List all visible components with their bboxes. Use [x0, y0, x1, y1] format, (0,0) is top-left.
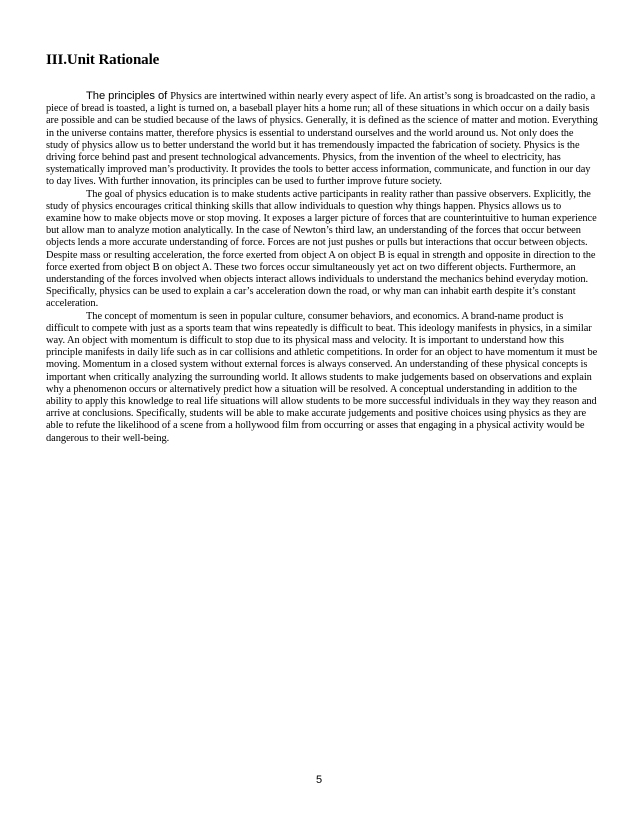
body-text: [46, 90, 598, 445]
paragraph-text: The goal of physics education is to make students active participants in reality rather than passive observers. Explicitly, the study of physics encourages critical thinking skills that allow individuals to question why things happen. Physics allows us to examine how to make objects move or stop moving. It exposes a larger picture of forces that are counterintuitive to human experience but allow man to analyze motion analytically. In the case of Newton’s third law, an understanding of the forces that occur between objects lends a more accurate understanding of force. Forces are not just pushes or pulls but interactions that occur between objects. Despite mass or resulting acceleration, the force exerted from object A on object B is equal in strength and opposite in direction to the force exerted from object B on object A. These two forces occur simultaneously yet act on two different objects. Furthermore, an understanding of the forces involved when objects interact allows individuals to understand the mechanics behind everyday motion. Specifically, physics can be used to explain a car’s acceleration down the road, or why man can inhabit earth despite it’s constant acceleration.: [46, 188, 597, 310]
paragraph-lead-in: The principles of: [86, 90, 171, 102]
paragraph-text: The concept of momentum is seen in popular culture, consumer behaviors, and economics. A brand-name product is difficult to compete with just as a sports team that wins repeatedly is difficult to beat. This ideology manifests in physics, in a similar way. An object with momentum is difficult to stop due to its physical mass and velocity. It is important to understand how this principle manifests in daily life such as in car collisions and athletic competitions. In order for an object to have momentum it must be moving. Momentum in a closed system without external forces is always conserved. An understanding of these physical concepts is important when critically analyzing the surrounding world. It allows students to make judgements based on observations and explain why a phenomenon occurs or alternatively predict how a situation will be resolved. A conceptual understanding in addition to the ability to apply this knowledge to real life situations will allow students to be more successful individuals in they way they reason and arrive at conclusions. Specifically, students will be able to make accurate judgements and positive choices using physics as they are able to refute the likelihood of a scene from a hollywood film from occurring or asses that engaging in a physical activity would be dangerous to their well-being.: [46, 310, 598, 444]
paragraph-text: Physics are intertwined within nearly every aspect of life. An artist’s song is broadcasted on the radio, a piece of bread is toasted, a light is turned on, a baseball player hits a home run; all of these situations in which occur on a daily basis are possible and can be studied because of the laws of physics. Generally, it is defined as the science of matter and motion. Everything in the universe contains matter, therefore physics is essential to understand ourselves and the world around us. Not only does the study of physics allow us to better understand the world but it has tremendously impacted the fabrication of society. Physics is the driving force behind past and present technological advancements. Physics, from the invention of the wheel to electricity, has systematically improved man’s productivity. It provides the tools to better access information, communicate, and function in our day to day lives. With further innovation, its principles can be used to further improve future society.: [46, 91, 598, 188]
section-heading: III.Unit Rationale: [46, 52, 160, 68]
paragraph-momentum: [46, 311, 598, 445]
paragraph-principles: [46, 90, 598, 189]
page-number: 5: [315, 774, 323, 786]
paragraph-goal: [46, 189, 598, 311]
